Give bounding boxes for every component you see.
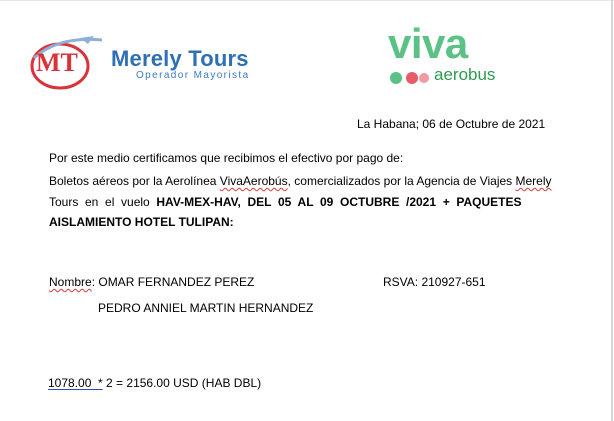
page-right-edge <box>611 0 613 421</box>
paragraph-line-3: AISLAMIENTO HOTEL TULIPAN: <box>49 215 234 229</box>
line1-merely: Merely <box>515 174 552 188</box>
merely-brand-name: Merely Tours <box>111 46 249 71</box>
nombre-value: : OMAR FERNANDEZ PEREZ <box>91 275 255 289</box>
merely-tours-logo <box>28 30 248 96</box>
rsva-value: RSVA: 210927-651 <box>383 275 486 289</box>
line2-flight: HAV-MEX-HAV, DEL 05 AL 09 OCTUBRE /2021 + PAQUETES <box>156 195 522 209</box>
merely-subtitle: Operador Mayorista <box>136 70 250 81</box>
intro-line: Por este medio certificamos que recibimos el efectivo por pago de: <box>49 151 404 165</box>
line1-viva: VivaAerobús <box>219 174 288 188</box>
amount-total: 2 = 2156.00 USD (HAB DBL) <box>102 376 262 390</box>
nombre-label: Nombre <box>49 275 92 289</box>
line1-middle: , comercializados por la Agencia de Viajes <box>287 174 516 188</box>
paragraph-line-1 <box>49 174 552 189</box>
second-passenger-name: PEDRO ANNIEL MARTIN HERNANDEZ <box>98 301 314 315</box>
page-top-edge <box>0 0 614 1</box>
amount-unit: 1078.00 * <box>48 376 103 390</box>
nombre-line <box>49 275 254 290</box>
viva-brand-word: viva <box>388 20 468 67</box>
viva-dots-icon <box>388 70 434 86</box>
line1-start: Boletos aéreos por la Aerolínea <box>49 174 220 188</box>
merely-initials: MT <box>36 48 78 77</box>
viva-aerobus-logo <box>388 20 528 88</box>
paragraph-line-2 <box>49 195 522 210</box>
date-line: La Habana; 06 de Octubre de 2021 <box>357 117 546 131</box>
viva-sub-word: aerobus <box>434 65 496 84</box>
amount-line <box>48 376 261 391</box>
line2-start: Tours en el vuelo <box>49 195 157 209</box>
